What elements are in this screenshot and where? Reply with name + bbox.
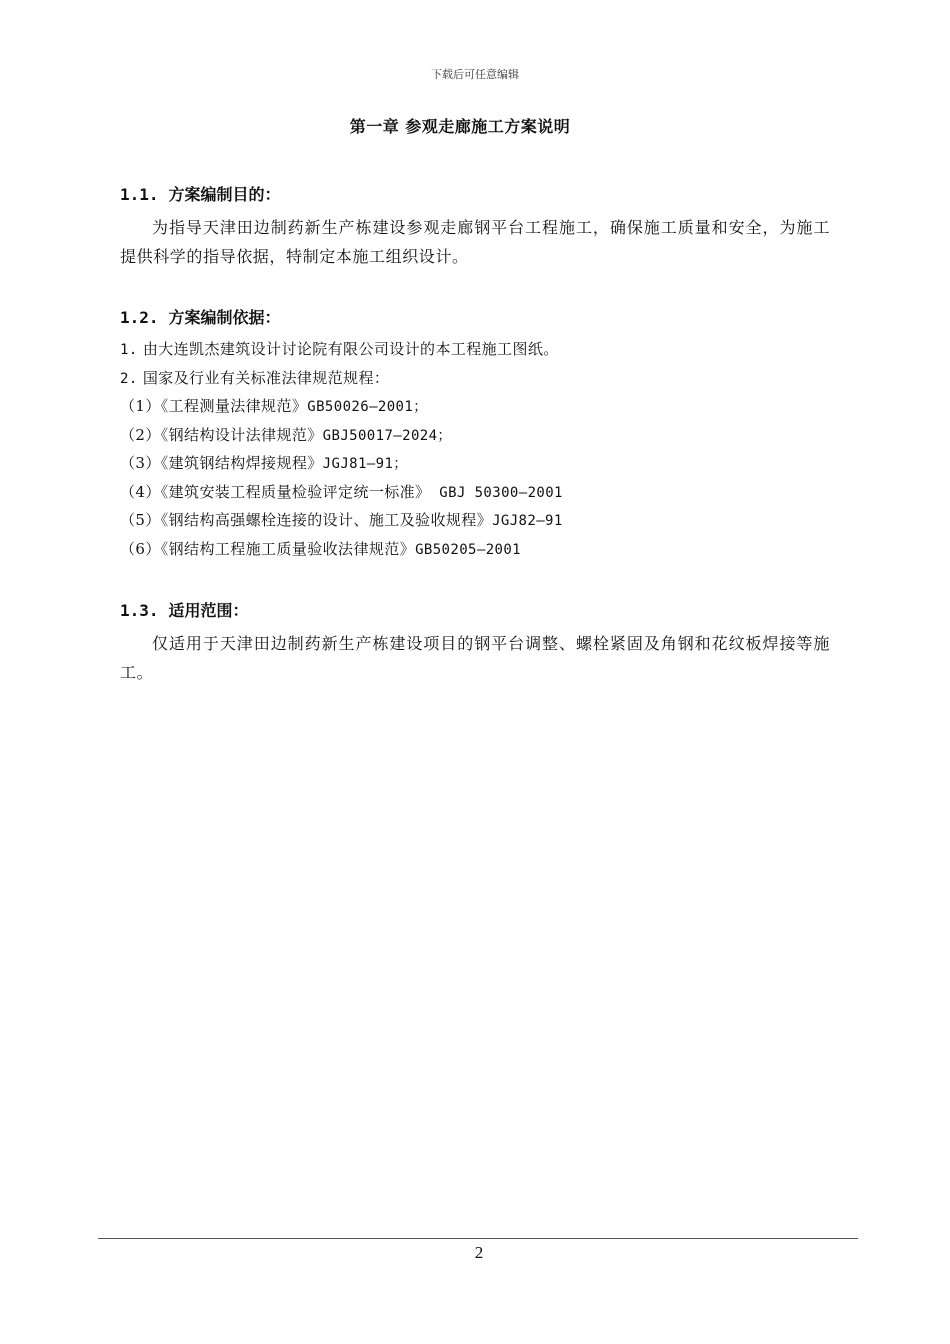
section-heading [120, 599, 830, 623]
standard-code: GBJ50017—2024； [322, 427, 452, 444]
list-item-prefix: （4） [120, 482, 161, 501]
list-item-text: 《钢结构工程施工质量验收法律规范》 [160, 539, 416, 558]
list-item [120, 507, 830, 536]
list-item [120, 450, 830, 479]
section-paragraph: 仅适用于天津田边制药新生产栋建设项目的钢平台调整、螺栓紧固及角钢和花纹板焊接等施工。 [120, 634, 830, 682]
list-item-prefix: （5） [120, 511, 161, 529]
section-title: 方案编制依据： [168, 308, 281, 327]
section-number: 1.1. [120, 185, 159, 204]
section-scope [120, 599, 830, 687]
standard-code: JGJ82—91 [492, 513, 563, 529]
section-number: 1.3. [120, 601, 159, 620]
list-item-text: 《钢结构高强螺栓连接的设计、施工及验收规程》 [160, 511, 493, 529]
header-note: 下载后可任意编辑 [431, 68, 519, 81]
section-basis [120, 306, 830, 564]
standard-code: GB50205—2001 [415, 541, 522, 558]
list-item [120, 336, 830, 365]
list-item-text: 《工程测量法律规范》 [160, 397, 308, 415]
section-number: 1.2. [120, 308, 159, 327]
list-item-text: 《建筑安装工程质量检验评定统一标准》 [160, 482, 431, 501]
basis-list [120, 336, 830, 564]
list-item [120, 536, 830, 565]
list-item-prefix: （3） [120, 454, 161, 472]
list-item-prefix: （6） [120, 539, 161, 558]
chapter-title: 第一章 参观走廊施工方案说明 [349, 117, 571, 136]
section-purpose [120, 183, 830, 271]
footer-divider [98, 1238, 858, 1239]
page-number: 2 [474, 1243, 484, 1262]
list-item-prefix: 1. [120, 342, 138, 358]
list-item-text: 《建筑钢结构焊接规程》 [160, 454, 323, 472]
list-item-text: 《钢结构设计法律规范》 [160, 425, 323, 444]
list-item-prefix: （1） [120, 397, 161, 415]
section-heading [120, 306, 830, 330]
standard-code: GBJ 50300—2001 [430, 484, 563, 501]
list-item-text: 国家及行业有关标准法律规范规程： [142, 368, 390, 387]
section-title: 方案编制目的： [168, 185, 281, 204]
list-item [120, 422, 830, 451]
standard-code: GB50026—2001； [307, 399, 428, 415]
section-title: 适用范围： [168, 601, 249, 620]
list-item-prefix: 2. [120, 370, 138, 387]
list-item [120, 479, 830, 508]
section-paragraph: 为指导天津田边制药新生产栋建设参观走廊钢平台工程施工，确保施工质量和安全，为施工提供科学的指导依据，特制定本施工组织设计。 [120, 218, 830, 266]
list-item-prefix: （2） [120, 425, 161, 444]
standard-code: JGJ81—91； [322, 456, 408, 472]
list-item-text: 由大连凯杰建筑设计讨论院有限公司设计的本工程施工图纸。 [142, 340, 559, 358]
section-heading [120, 183, 830, 207]
list-item [120, 393, 830, 422]
list-item [120, 365, 830, 394]
